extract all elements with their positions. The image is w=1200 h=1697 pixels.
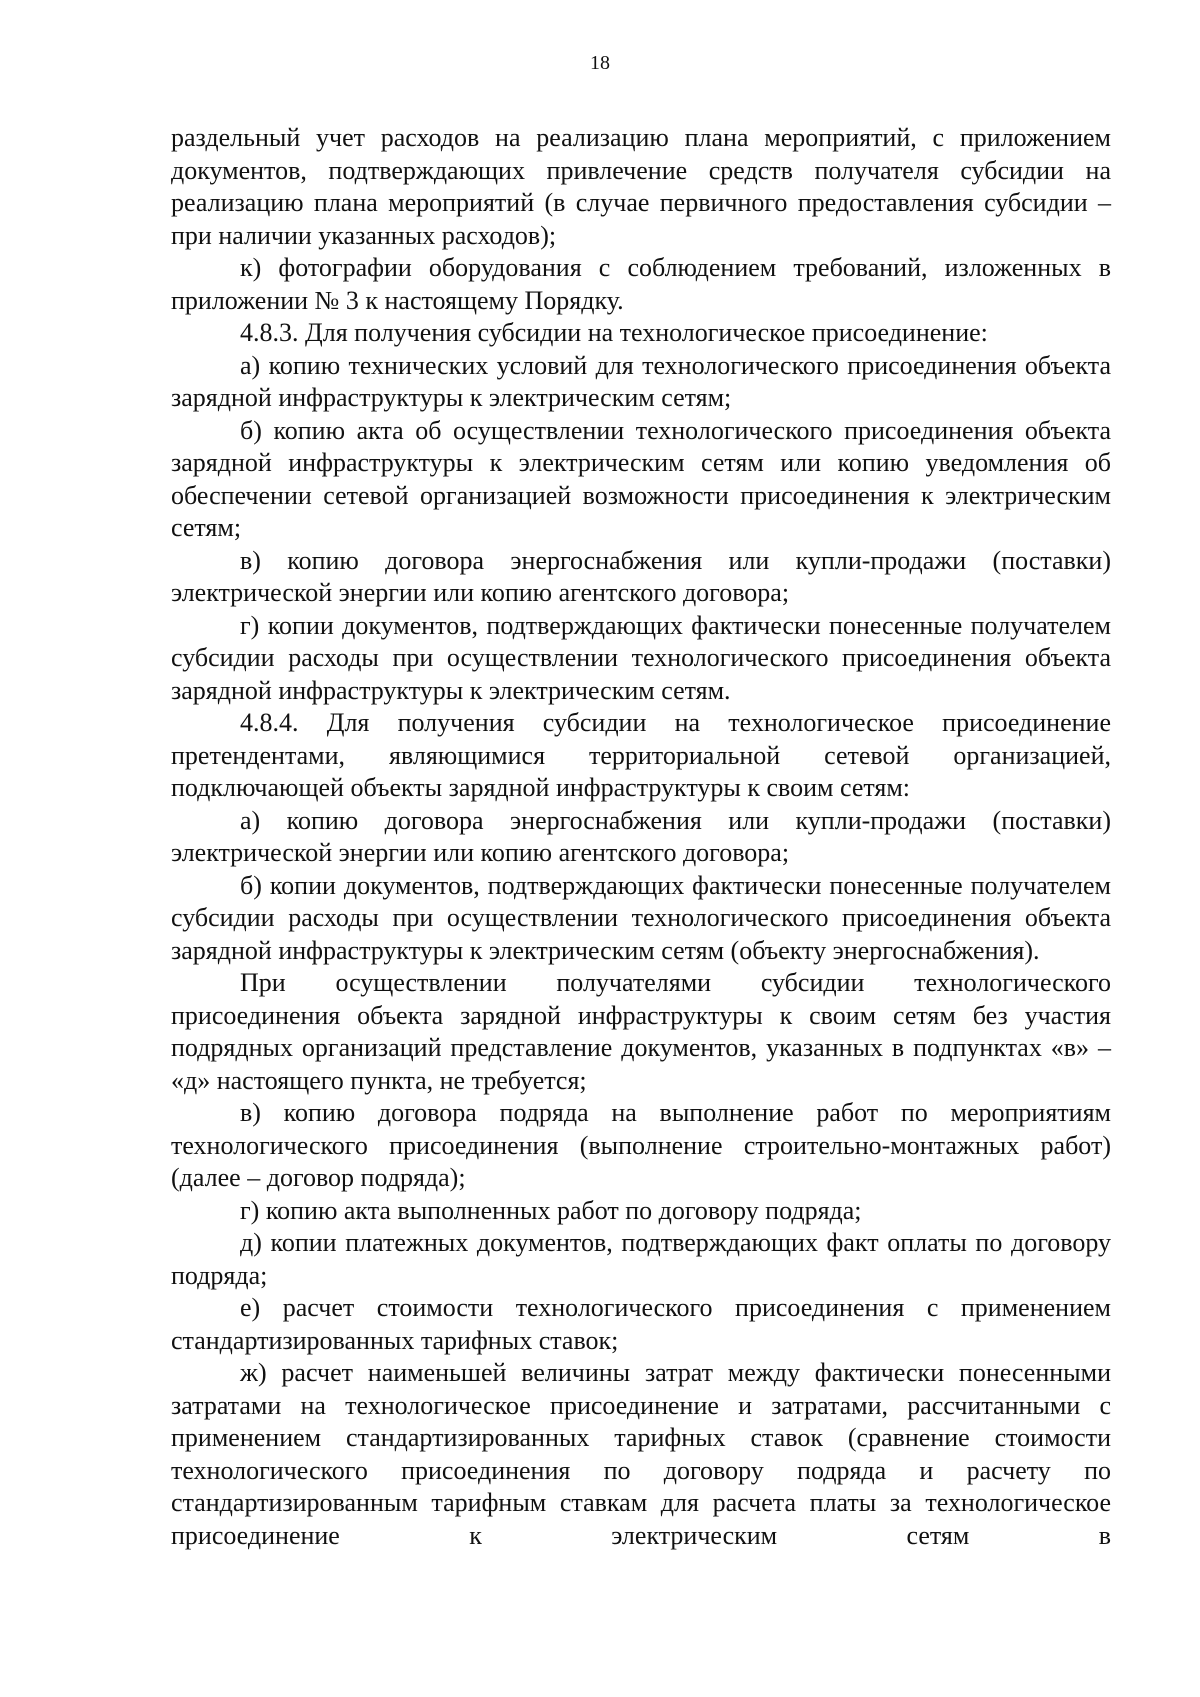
list-item: е) расчет стоимости технологического присоединения с применением стандартизированных тарифных ставок; (171, 1293, 1111, 1355)
paragraph: раздельный учет расходов на реализацию плана мероприятий, с приложением документов, подтверждающих привлечение средств получателя субсидии на реализацию плана мероприятий (в случае первичного предоставления субсидии – при наличии указанных расходов); (171, 123, 1111, 250)
list-item: а) копию технических условий для технологического присоединения объекта зарядной инфраструктуры к электрическим сетям; (171, 350, 1111, 412)
page-number: 18 (590, 52, 610, 74)
list-item: в) копию договора подряда на выполнение работ по мероприятиям технологического присоединения (выполнение строительно-монтажных работ) (далее – договор подряда); (171, 1098, 1111, 1192)
document-body (171, 122, 1111, 1552)
list-item: а) копию договора энергоснабжения или купли-продажи (поставки) электрической энергии или копию агентского договора; (171, 805, 1111, 867)
list-item: д) копии платежных документов, подтверждающих факт оплаты по договору подряда; (171, 1228, 1111, 1290)
paragraph: к) фотографии оборудования с соблюдением требований, изложенных в приложении № 3 к настоящему Порядку. (171, 253, 1111, 315)
section-heading-4-8-4: 4.8.4. Для получения субсидии на технологическое присоединение претендентами, являющимися территориальной сетевой организацией, подключающей объекты зарядной инфраструктуры к своим сетям: (171, 708, 1111, 802)
list-item: г) копию акта выполненных работ по договору подряда; (240, 1195, 862, 1225)
list-item: ж) расчет наименьшей величины затрат между фактически понесенными затратами на технологическое присоединение и затратами, рассчитанными с применением стандартизированных тарифных ставок (сравнение стоимости технологического присоединения по договору подряда и расчету по стандартизированным тарифным ставкам для расчета платы за технологическое присоединение к электрическим сетям в (171, 1358, 1111, 1550)
paragraph: При осуществлении получателями субсидии технологического присоединения объекта зарядной инфраструктуры к своим сетям без участия подрядных организаций представление документов, указанных в подпунктах «в» – «д» настоящего пункта, не требуется; (171, 968, 1111, 1095)
list-item: в) копию договора энергоснабжения или купли-продажи (поставки) электрической энергии или копию агентского договора; (171, 545, 1111, 607)
list-item: б) копии документов, подтверждающих фактически понесенные получателем субсидии расходы при осуществлении технологического присоединения объекта зарядной инфраструктуры к электрическим сетям (объекту энергоснабжения). (171, 870, 1111, 965)
list-item: б) копию акта об осуществлении технологического присоединения объекта зарядной инфраструктуры к электрическим сетям или копию уведомления об обеспечении сетевой организацией возможности присоединения к электрическим сетям; (171, 415, 1111, 542)
list-item: г) копии документов, подтверждающих фактически понесенные получателем субсидии расходы при осуществлении технологического присоединения объекта зарядной инфраструктуры к электрическим сетям. (171, 610, 1111, 705)
section-heading-4-8-3: 4.8.3. Для получения субсидии на технологическое присоединение: (240, 318, 988, 347)
